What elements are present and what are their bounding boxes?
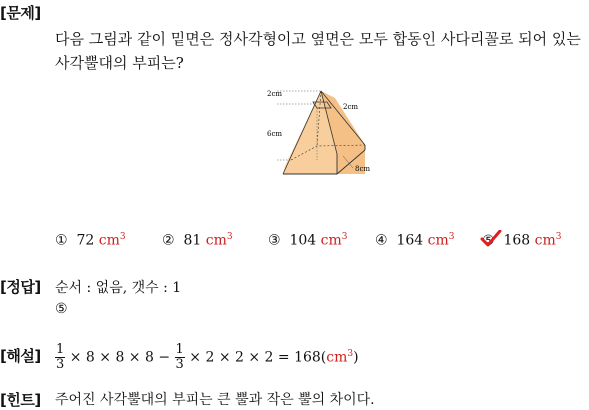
hint-text: 주어진 사각뿔대의 부피는 큰 뿔과 작은 뿔의 차이다. [55, 392, 375, 408]
choice-4-unit: cm [427, 232, 449, 249]
problem-label: [문제] [0, 4, 41, 22]
frustum-diagram [255, 78, 385, 183]
choice-3-mark: ③ [268, 232, 281, 249]
choice-5-exp: 3 [555, 232, 562, 242]
choice-2-exp: 3 [226, 232, 233, 242]
fraction-1-numerator: 1 [56, 342, 65, 358]
choice-5[interactable] [482, 232, 562, 249]
choice-1-value: 72 [76, 232, 95, 249]
label-bottom-edge: 8cm [355, 165, 371, 173]
label-top-height: 2cm [267, 90, 283, 98]
choice-3-value: 104 [289, 232, 317, 249]
fraction-2-numerator: 1 [175, 342, 184, 358]
problem-text-line1: 다음 그림과 같이 밑면은 정사각형이고 옆면은 모두 합동인 사다리꼴로 되어 있는 [55, 30, 581, 48]
choice-5-value: 168 [503, 232, 531, 249]
fraction-2-denominator: 3 [175, 357, 184, 373]
choice-5-unit: cm [534, 232, 556, 249]
answer-label: [정답] [0, 278, 41, 296]
choice-5-mark: ⑤ [482, 232, 495, 249]
solution-exp: 3 [347, 349, 354, 359]
solution-fraction-2 [175, 343, 185, 372]
choice-1-unit: cm [98, 232, 120, 249]
choice-4-mark: ④ [375, 232, 388, 249]
fraction-1-denominator: 3 [56, 357, 65, 373]
answer-line1: 순서 : 없음, 갯수 : 1 [55, 280, 182, 296]
choice-2[interactable] [162, 232, 233, 249]
choice-2-mark: ② [162, 232, 175, 249]
label-height: 6cm [267, 130, 283, 138]
solution-close: ) [353, 349, 359, 366]
checkmark-icon [480, 230, 502, 248]
problem-text-line2: 사각뿔대의 부피는? [55, 54, 184, 72]
choice-3[interactable] [268, 232, 348, 249]
choice-4-exp: 3 [448, 232, 455, 242]
choice-1[interactable] [55, 232, 126, 249]
choice-3-exp: 3 [341, 232, 348, 242]
choice-2-value: 81 [183, 232, 202, 249]
solution-label: [해설] [0, 347, 41, 365]
solution-part1: × 8 × 8 × 8 − [69, 349, 171, 366]
answer-line2: ⑤ [55, 301, 68, 317]
label-top-edge: 2cm [343, 103, 359, 111]
solution-formula [55, 336, 359, 376]
choice-4[interactable] [375, 232, 455, 249]
choice-1-mark: ① [55, 232, 68, 249]
choice-3-unit: cm [320, 232, 342, 249]
solution-fraction-1 [55, 343, 65, 372]
choice-2-unit: cm [205, 232, 227, 249]
choice-1-exp: 3 [119, 232, 126, 242]
solution-unit: cm [326, 349, 348, 366]
solution-part2: × 2 × 2 × 2 = 168( [189, 349, 327, 366]
choice-4-value: 164 [396, 232, 424, 249]
frustum-figure [255, 78, 385, 183]
hint-label: [힌트] [0, 391, 41, 409]
